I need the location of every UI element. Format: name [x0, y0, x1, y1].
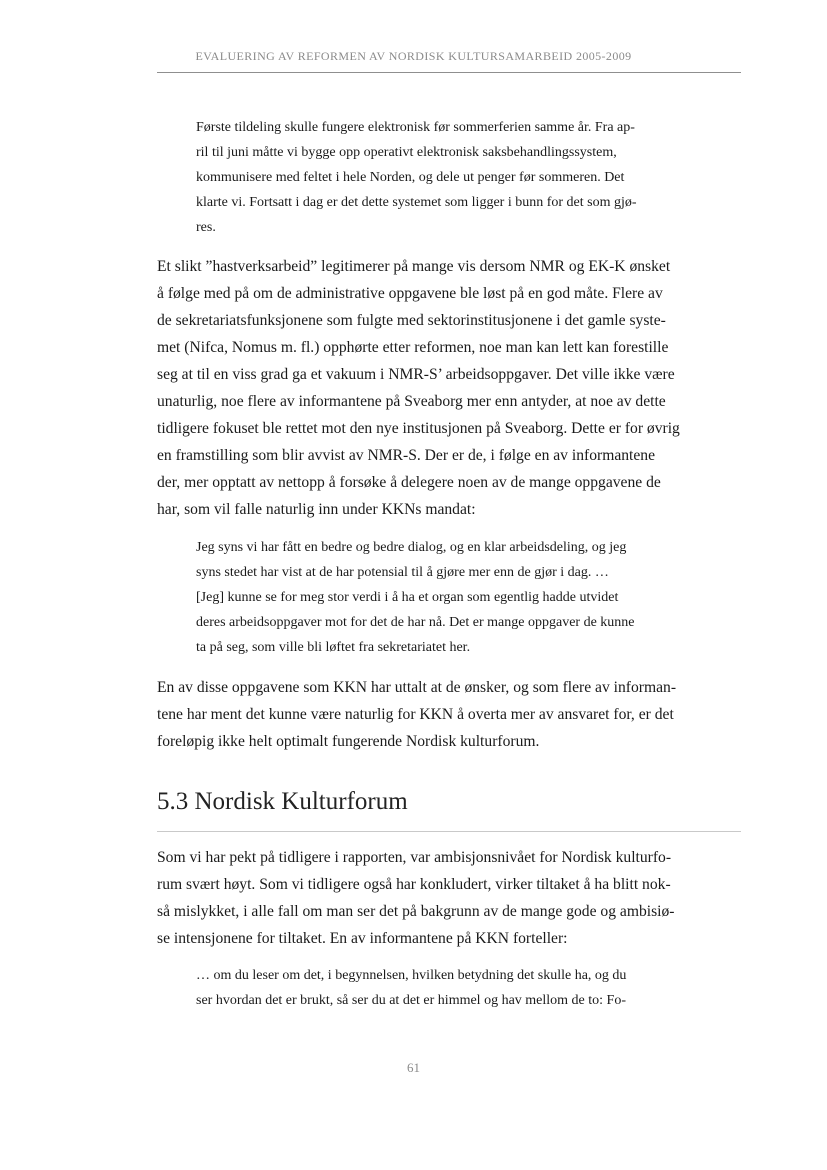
- text-line: Et slikt ”hastverksarbeid” legitimerer på mange vis dersom NMR og EK-K ønsket: [157, 258, 671, 275]
- quote-line: deres arbeidsoppgaver mot for det de har nå. Det er mange oppgaver de kunne: [196, 615, 635, 630]
- page-number: 61: [407, 1060, 420, 1075]
- quote-line: syns stedet har vist at de har potensial til å gjøre mer enn de gjør i dag. …: [196, 565, 609, 580]
- text-line: unaturlig, noe flere av informantene på Sveaborg mer enn antyder, at noe av dette: [157, 393, 666, 410]
- text-line: rum svært høyt. Som vi tidligere også har konkludert, virker tiltaket å ha blitt nok-: [157, 876, 671, 893]
- text-line: En av disse oppgavene som KKN har uttalt at de ønsker, og som flere av informan-: [157, 679, 677, 696]
- header-divider: [157, 72, 741, 73]
- quote-line: Første tildeling skulle fungere elektronisk før sommerferien samme år. Fra ap-: [196, 120, 635, 135]
- text-line: foreløpig ikke helt optimalt fungerende Nordisk kulturforum.: [157, 733, 540, 750]
- text-line: har, som vil falle naturlig inn under KKNs mandat:: [157, 501, 476, 518]
- text-line: seg at til en viss grad ga et vakuum i NMR-S’ arbeidsoppgaver. Det ville ikke være: [157, 366, 675, 383]
- quote-line: Jeg syns vi har fått en bedre og bedre dialog, og en klar arbeidsdeling, og jeg: [196, 540, 627, 555]
- quote-line: ril til juni måtte vi bygge opp operativt elektronisk saksbehandlingssystem,: [196, 145, 617, 160]
- text-line: Som vi har pekt på tidligere i rapporten, var ambisjonsnivået for Nordisk kulturfo-: [157, 849, 672, 866]
- quote-line: … om du leser om det, i begynnelsen, hvilken betydning det skulle ha, og du: [196, 968, 627, 983]
- section-heading: 5.3 Nordisk Kulturforum: [157, 788, 408, 815]
- text-line: met (Nifca, Nomus m. fl.) opphørte etter reformen, noe man kan lett kan forestille: [157, 339, 669, 356]
- text-line: se intensjonene for tiltaket. En av informantene på KKN forteller:: [157, 930, 568, 947]
- text-line: en framstilling som blir avvist av NMR-S. Der er de, i følge en av informantene: [157, 447, 656, 464]
- quote-line: kommunisere med feltet i hele Norden, og dele ut penger før sommeren. Det: [196, 170, 625, 185]
- text-line: så mislykket, i alle fall om man ser det på bakgrunn av de mange gode og ambisiø-: [157, 903, 675, 920]
- running-header: EVALUERING AV REFORMEN AV NORDISK KULTURSAMARBEID 2005-2009: [195, 49, 632, 63]
- quote-line: klarte vi. Fortsatt i dag er det dette systemet som ligger i bunn for det som gjø-: [196, 195, 637, 210]
- text-line: å følge med på om de administrative oppgavene ble løst på en god måte. Flere av: [157, 285, 663, 302]
- quote-line: [Jeg] kunne se for meg stor verdi i å ha et organ som egentlig hadde utvidet: [196, 590, 619, 605]
- text-line: de sekretariatsfunksjonene som fulgte med sektorinstitusjonene i det gamle syste-: [157, 312, 666, 329]
- section-divider: [157, 831, 741, 832]
- text-line: tene har ment det kunne være naturlig for KKN å overta mer av ansvaret for, er det: [157, 706, 674, 723]
- text-line: der, mer opptatt av nettopp å forsøke å delegere noen av de mange oppgavene de: [157, 474, 661, 491]
- quote-line: ta på seg, som ville bli løftet fra sekretariatet her.: [196, 640, 471, 655]
- text-line: tidligere fokuset ble rettet mot den nye institusjonen på Sveaborg. Dette er for øvrig: [157, 420, 680, 437]
- quote-line: ser hvordan det er brukt, så ser du at det er himmel og hav mellom de to: Fo-: [196, 993, 627, 1008]
- quote-line: res.: [196, 220, 216, 235]
